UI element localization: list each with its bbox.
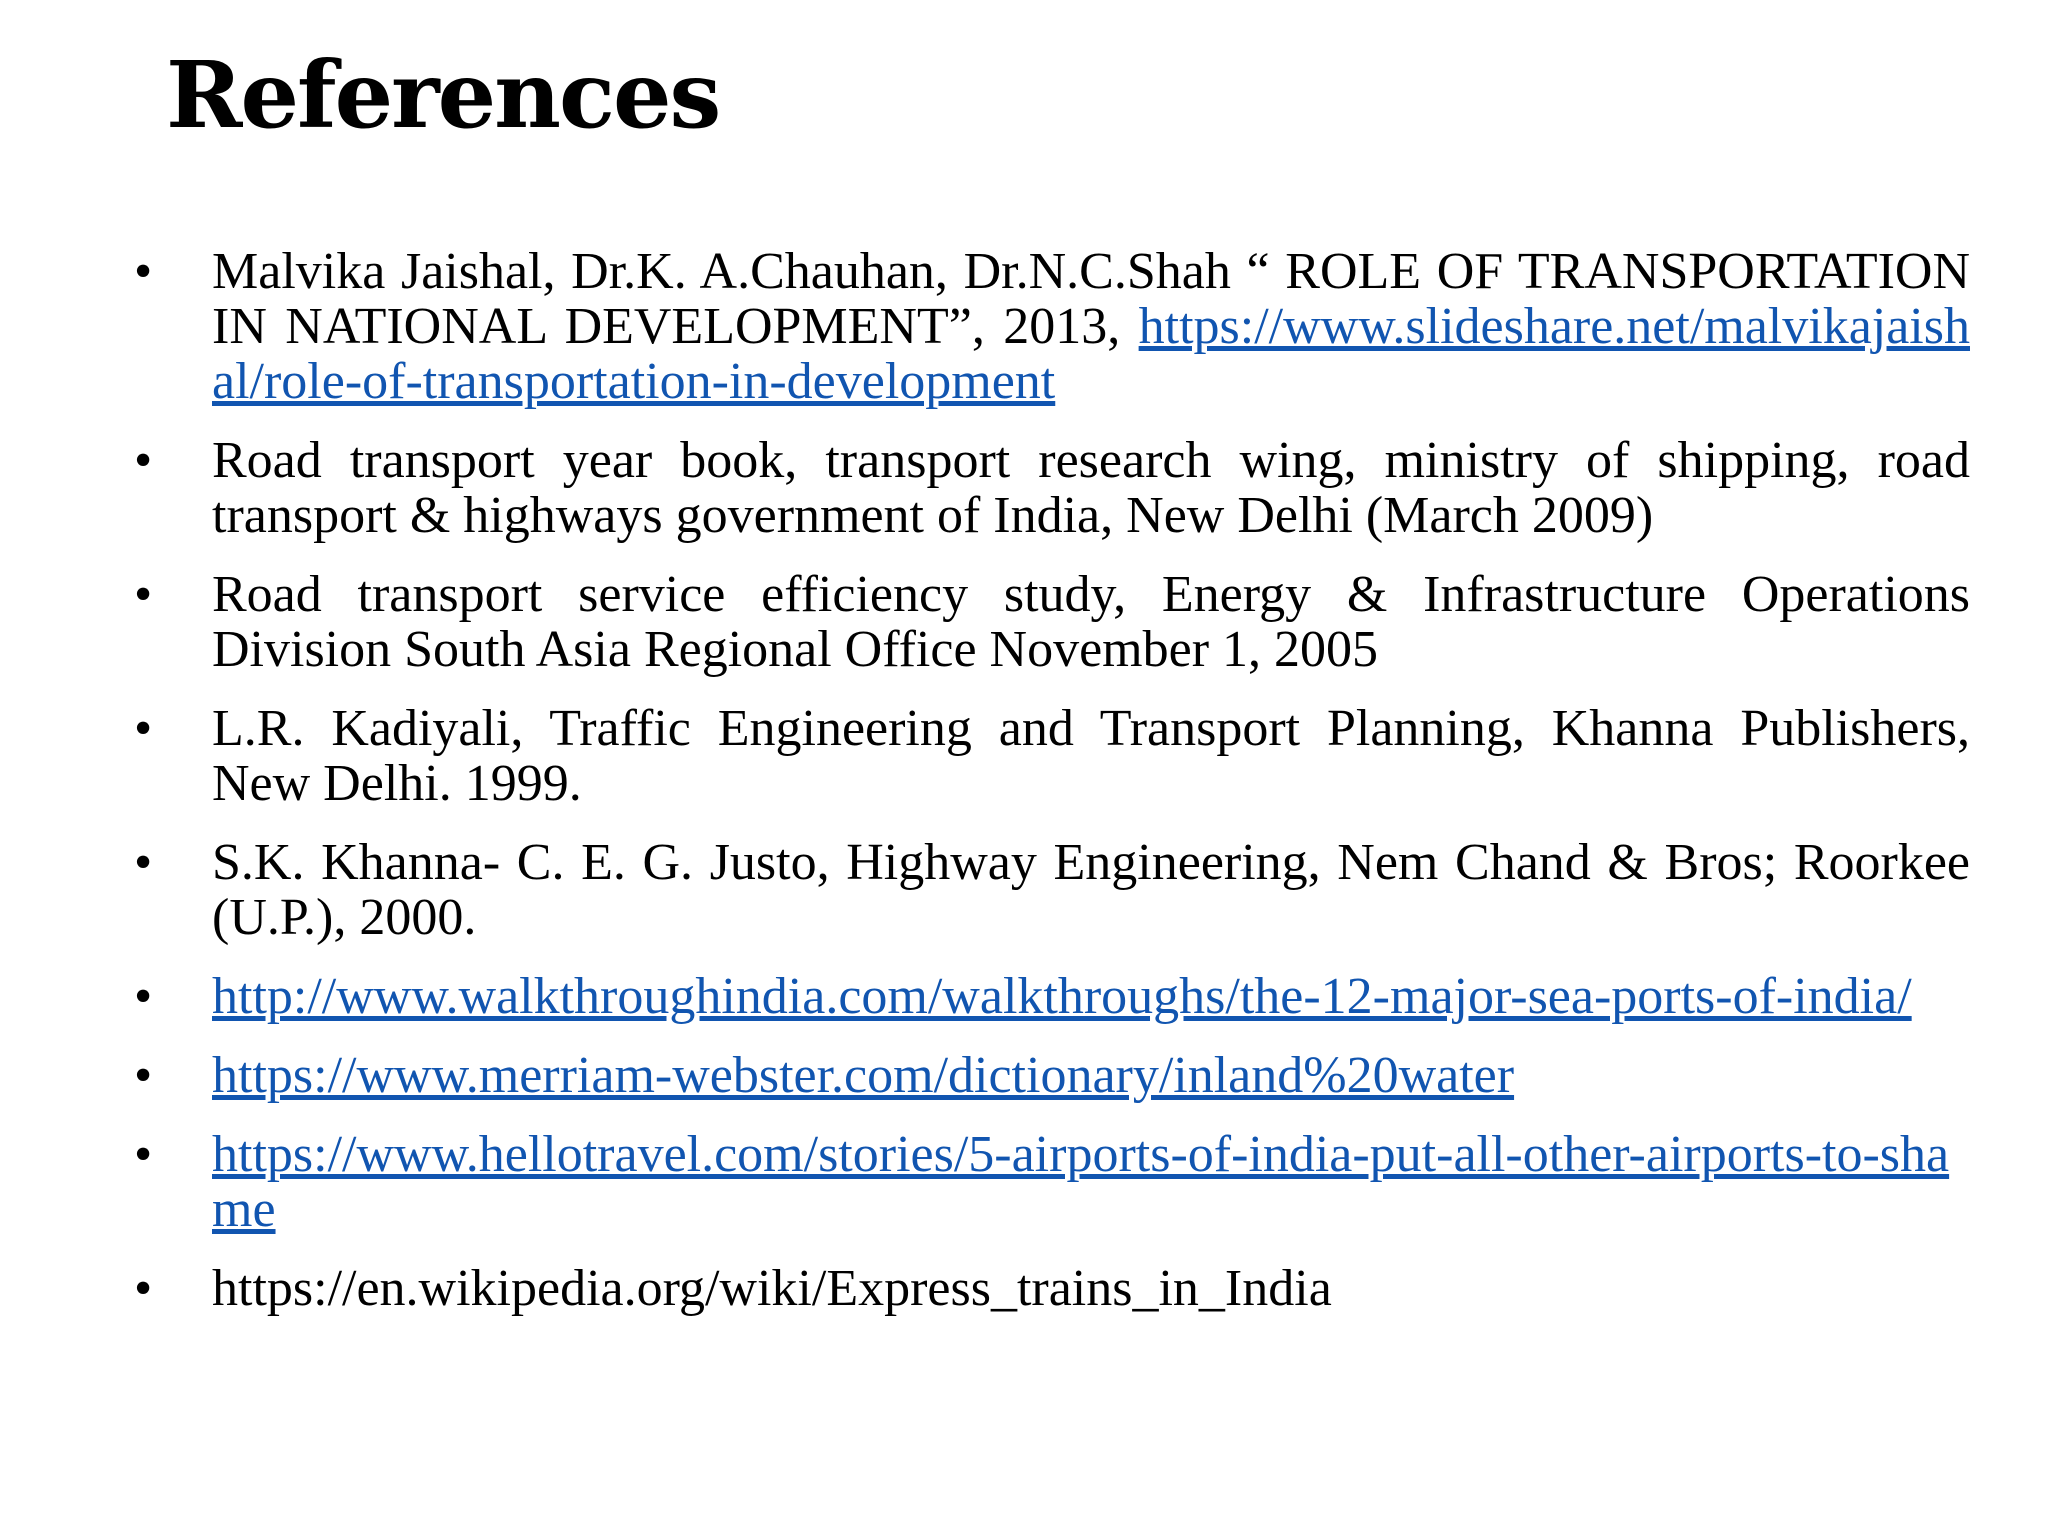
bullet-icon: •	[134, 968, 153, 1025]
reference-text: Road transport year book, transport research wing, ministry of shipping, road transport & highways government of India, New Delhi (March 2009)	[212, 432, 1970, 544]
reference-item	[134, 433, 1970, 543]
reference-text: L.R. Kadiyali, Traffic Engineering and Transport Planning, Khanna Publishers, New Delhi. 1999.	[212, 700, 1970, 812]
reference-list	[134, 244, 1970, 1340]
reference-text: Road transport service efficiency study, Energy & Infrastructure Operations Division South Asia Regional Office November 1, 2005	[212, 566, 1970, 678]
reference-item	[134, 969, 1970, 1024]
reference-text: S.K. Khanna- C. E. G. Justo, Highway Engineering, Nem Chand & Bros; Roorkee (U.P.), 2000.	[212, 834, 1970, 946]
bullet-icon: •	[134, 1047, 153, 1104]
bullet-icon: •	[134, 566, 153, 623]
reference-item	[134, 835, 1970, 945]
reference-item	[134, 1127, 1970, 1237]
bullet-icon: •	[134, 834, 153, 891]
reference-item	[134, 1048, 1970, 1103]
reference-link[interactable]: https://www.hellotravel.com/stories/5-airports-of-india-put-all-other-airports-to-shame	[212, 1126, 1950, 1238]
reference-item	[134, 1261, 1970, 1316]
bullet-icon: •	[134, 432, 153, 489]
reference-link[interactable]: http://www.walkthroughindia.com/walkthroughs/the-12-major-sea-ports-of-india/	[212, 968, 1912, 1025]
reference-item	[134, 567, 1970, 677]
bullet-icon: •	[134, 1126, 153, 1183]
bullet-icon: •	[134, 1260, 153, 1317]
bullet-icon: •	[134, 700, 153, 757]
reference-item	[134, 701, 1970, 811]
bullet-icon: •	[134, 243, 153, 300]
reference-link[interactable]: https://www.merriam-webster.com/dictionary/inland%20water	[212, 1047, 1515, 1104]
reference-text: Malvika Jaishal, Dr.K. A.Chauhan, Dr.N.C.Shah “ ROLE OF TRANSPORTATION IN NATIONAL DEVELOPMENT”, 2013,	[212, 243, 1970, 355]
reference-text: https://en.wikipedia.org/wiki/Express_trains_in_India	[212, 1260, 1332, 1317]
slide-title: References	[166, 41, 720, 149]
reference-item	[134, 244, 1970, 409]
reference-link[interactable]: https://www.slideshare.net/malvikajaishal/role-of-transportation-in-development	[212, 298, 1970, 410]
